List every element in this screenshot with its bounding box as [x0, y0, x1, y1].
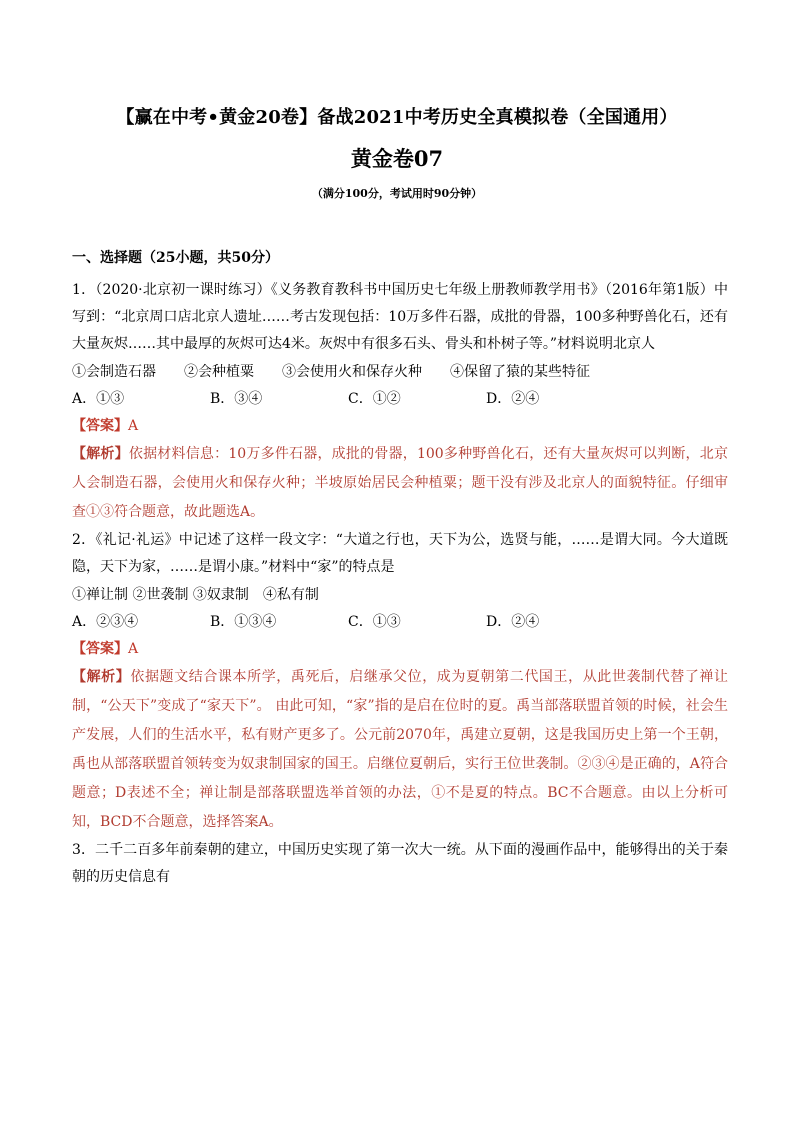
option-a: A．①③ — [72, 391, 125, 407]
option-d: D．②④ — [486, 614, 540, 630]
question-stem: 3．二千二百多年前秦朝的建立，中国历史实现了第一次大一统。从下面的漫画作品中，能够得出的关于秦朝的历史信息有 — [72, 842, 728, 885]
paper-subtitle: 黄金卷07 — [350, 146, 444, 171]
analysis — [72, 440, 728, 527]
exam-note: （满分100分，考试用时90分钟） — [311, 187, 483, 200]
option-c: C．①② — [348, 391, 401, 407]
question-stem: 2．《礼记·礼运》中记述了这样一段文字：“大道之行也，天下为公，选贤与能，……是谓大同。今大道既隐，天下为家，……是谓小康。”材料中“家”的特点是 — [72, 532, 728, 575]
document-title: 【赢在中考•黄金20卷】备战2021中考历史全真模拟卷（全国通用） — [116, 107, 678, 128]
analysis-tag: 【解析】 — [72, 669, 131, 685]
question-stem: 1．（2020·北京初一课时练习）《义务教育教科书中国历史七年级上册教师教学用书》（2016年第1版）中写到：“北京周口店北京人遗址……考古发现包括：10万多件石器，成批的骨器，100多种野兽化石，还有大量灰烬……其中最厚的灰烬可达4米。灰烬中有很多石头、骨头和朴树子等。”材料说明北京人 — [72, 282, 728, 352]
answer-value: A — [128, 641, 139, 657]
section-title: 一、选择题（25小题，共50分） — [72, 250, 279, 266]
option-a: A．②③④ — [72, 614, 139, 630]
answer — [72, 636, 728, 663]
content — [72, 249, 728, 891]
analysis-text: 依据题文结合课本所学，禹死后，启继承父位，成为夏朝第二代国王，从此世袭制代替了禅让制，“公天下”变成了“家天下”。 由此可知，“家”指的是启在位时的夏。禹当部落联盟首领的时候，社会生产发展，人们的生活水平，私有财产更多了。公元前2070年，禹建立夏朝，这是我国历史上第一个王朝，禹也从部落联盟首领转变为奴隶制国家的国王。启继位夏朝后，实行王位世袭制。②③④是正确的，A符合题意；D表述不全；禅让制是部落联盟选举首领的办法，①不是夏的特点。BC不合题意。由以上分析可知，BCD不合题意，选择答案A。 — [72, 669, 729, 830]
question-statements: ①会制造石器 ②会种植粟 ③会使用火和保存火种 ④保留了猿的某些特征 — [72, 364, 590, 380]
answer-tag: 【答案】 — [72, 641, 128, 657]
question-statements: ①禅让制 ②世袭制 ③奴隶制 ④私有制 — [72, 587, 319, 603]
option-d: D．②④ — [486, 391, 540, 407]
answer-tag: 【答案】 — [72, 418, 128, 434]
question-3 — [72, 837, 728, 891]
option-b: B．①③④ — [210, 614, 277, 630]
question-options — [72, 609, 728, 636]
answer — [72, 413, 728, 440]
option-b: B．③④ — [210, 391, 263, 407]
answer-value: A — [128, 418, 139, 434]
option-c: C．①③ — [348, 614, 401, 630]
analysis — [72, 663, 728, 837]
question-1 — [72, 277, 728, 527]
analysis-text: 依据材料信息：10万多件石器，成批的骨器，100多种野兽化石，还有大量灰烬可以判断，北京人会制造石器，会使用火和保存火种；半坡原始居民会种植粟；题干没有涉及北京人的面貌特征。仔细审查①③符合题意，故此题选A。 — [72, 446, 728, 520]
question-options — [72, 386, 728, 413]
analysis-tag: 【解析】 — [72, 446, 129, 462]
question-2 — [72, 527, 728, 837]
